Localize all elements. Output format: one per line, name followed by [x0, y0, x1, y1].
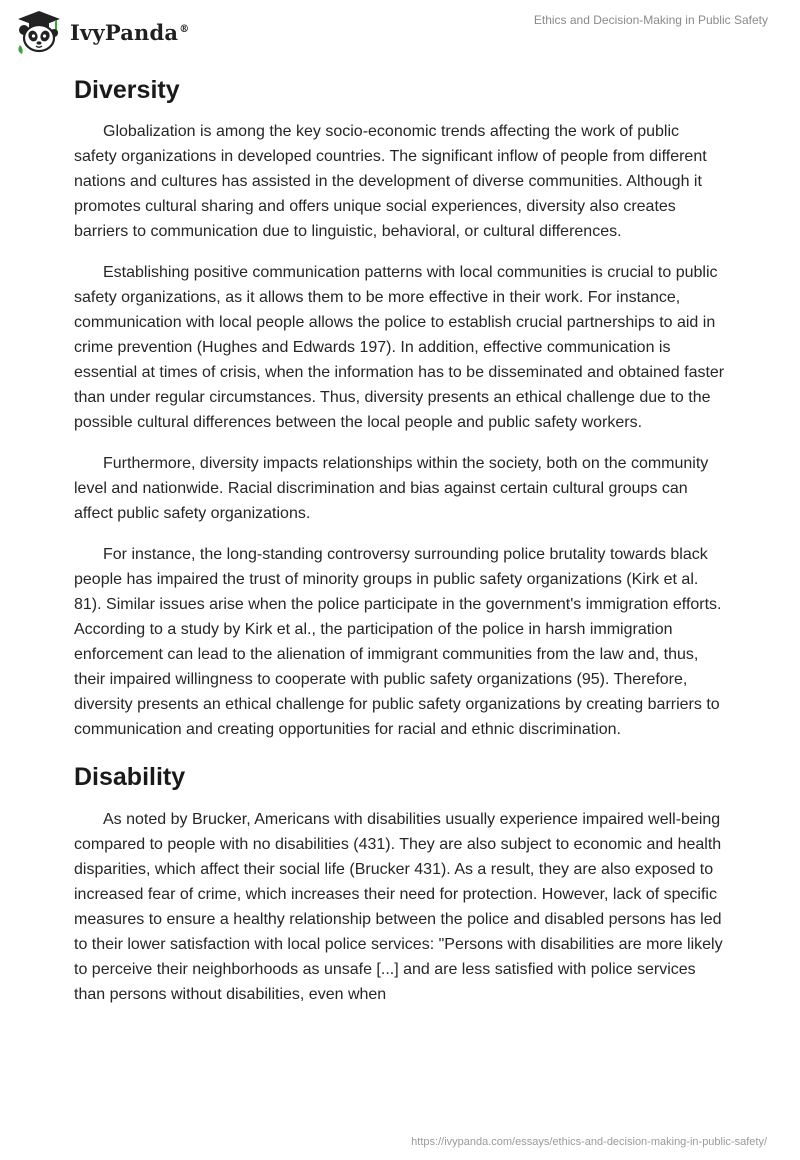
brand-name-text: IvyPanda — [70, 19, 179, 45]
paragraph: Furthermore, diversity impacts relationships within the society, both on the community level and nationwide. Racial discrimination and bias against certain cultural groups can affect public safety organizations. — [74, 455, 709, 522]
paragraph: Globalization is among the key socio-economic trends affecting the work of public safety organizations in developed countries. The significant inflow of people from different nations and cultures has assisted in the development of diverse communities. Although it promotes cultural sharing and offers unique social experiences, diversity also creates barriers to communication due to linguistic, behavioral, or cultural differences. — [74, 123, 707, 240]
paragraph: Establishing positive communication patterns with local communities is crucial to public safety organizations, as it allows them to be more effective in their work. For instance, communication with local people allows the police to establish crucial partnerships to aid in crime prevention (Hughes and Edwards 197). In addition, effective communication is essential at times of crisis, when the information has to be disseminated and obtained faster than under regular circumstances. Thus, diversity presents an ethical challenge due to the possible cultural differences between the local people and public safety workers. — [74, 264, 725, 431]
brand-name — [70, 20, 189, 45]
panda-graduate-icon — [14, 9, 64, 55]
paragraph: As noted by Brucker, Americans with disabilities usually experience impaired well-being compared to people with no disabilities (431). They are also subject to economic and health disparities, which affect their social life (Brucker 431). As a result, they are also exposed to increased fear of crime, which increases their need for protection. However, lack of specific measures to ensure a healthy relationship between the police and disabled persons has led to their lower satisfaction with local police services: "Persons with disabilities are more likely to perceive their neighborhoods as unsafe [...] and are less satisfied with police services than persons without disabilities, even when — [74, 811, 723, 1003]
source-url[interactable]: https://ivypanda.com/essays/ethics-and-decision-making-in-public-safety/ — [411, 1136, 767, 1148]
section-heading: Diversity — [74, 76, 180, 104]
document-title: Ethics and Decision-Making in Public Safety — [533, 13, 768, 27]
section-heading: Disability — [74, 763, 186, 791]
paragraph: For instance, the long-standing controversy surrounding police brutality towards black people has impaired the trust of minority groups in public safety organizations (Kirk et al. 81). Similar issues arise when the police participate in the government's immigration efforts. According to a study by Kirk et al., the participation of the police in harsh immigration enforcement can lead to the alienation of immigrant communities from the law and, thus, their impaired willingness to cooperate with public safety organizations (95). Therefore, diversity presents an ethical challenge for public safety organizations by creating barriers to communication and creating opportunities for racial and ethnic discrimination. — [74, 546, 722, 738]
page-header — [0, 0, 800, 64]
registered-mark: ® — [179, 23, 190, 35]
essay-body — [74, 70, 726, 1023]
brand-logo[interactable] — [14, 8, 189, 56]
